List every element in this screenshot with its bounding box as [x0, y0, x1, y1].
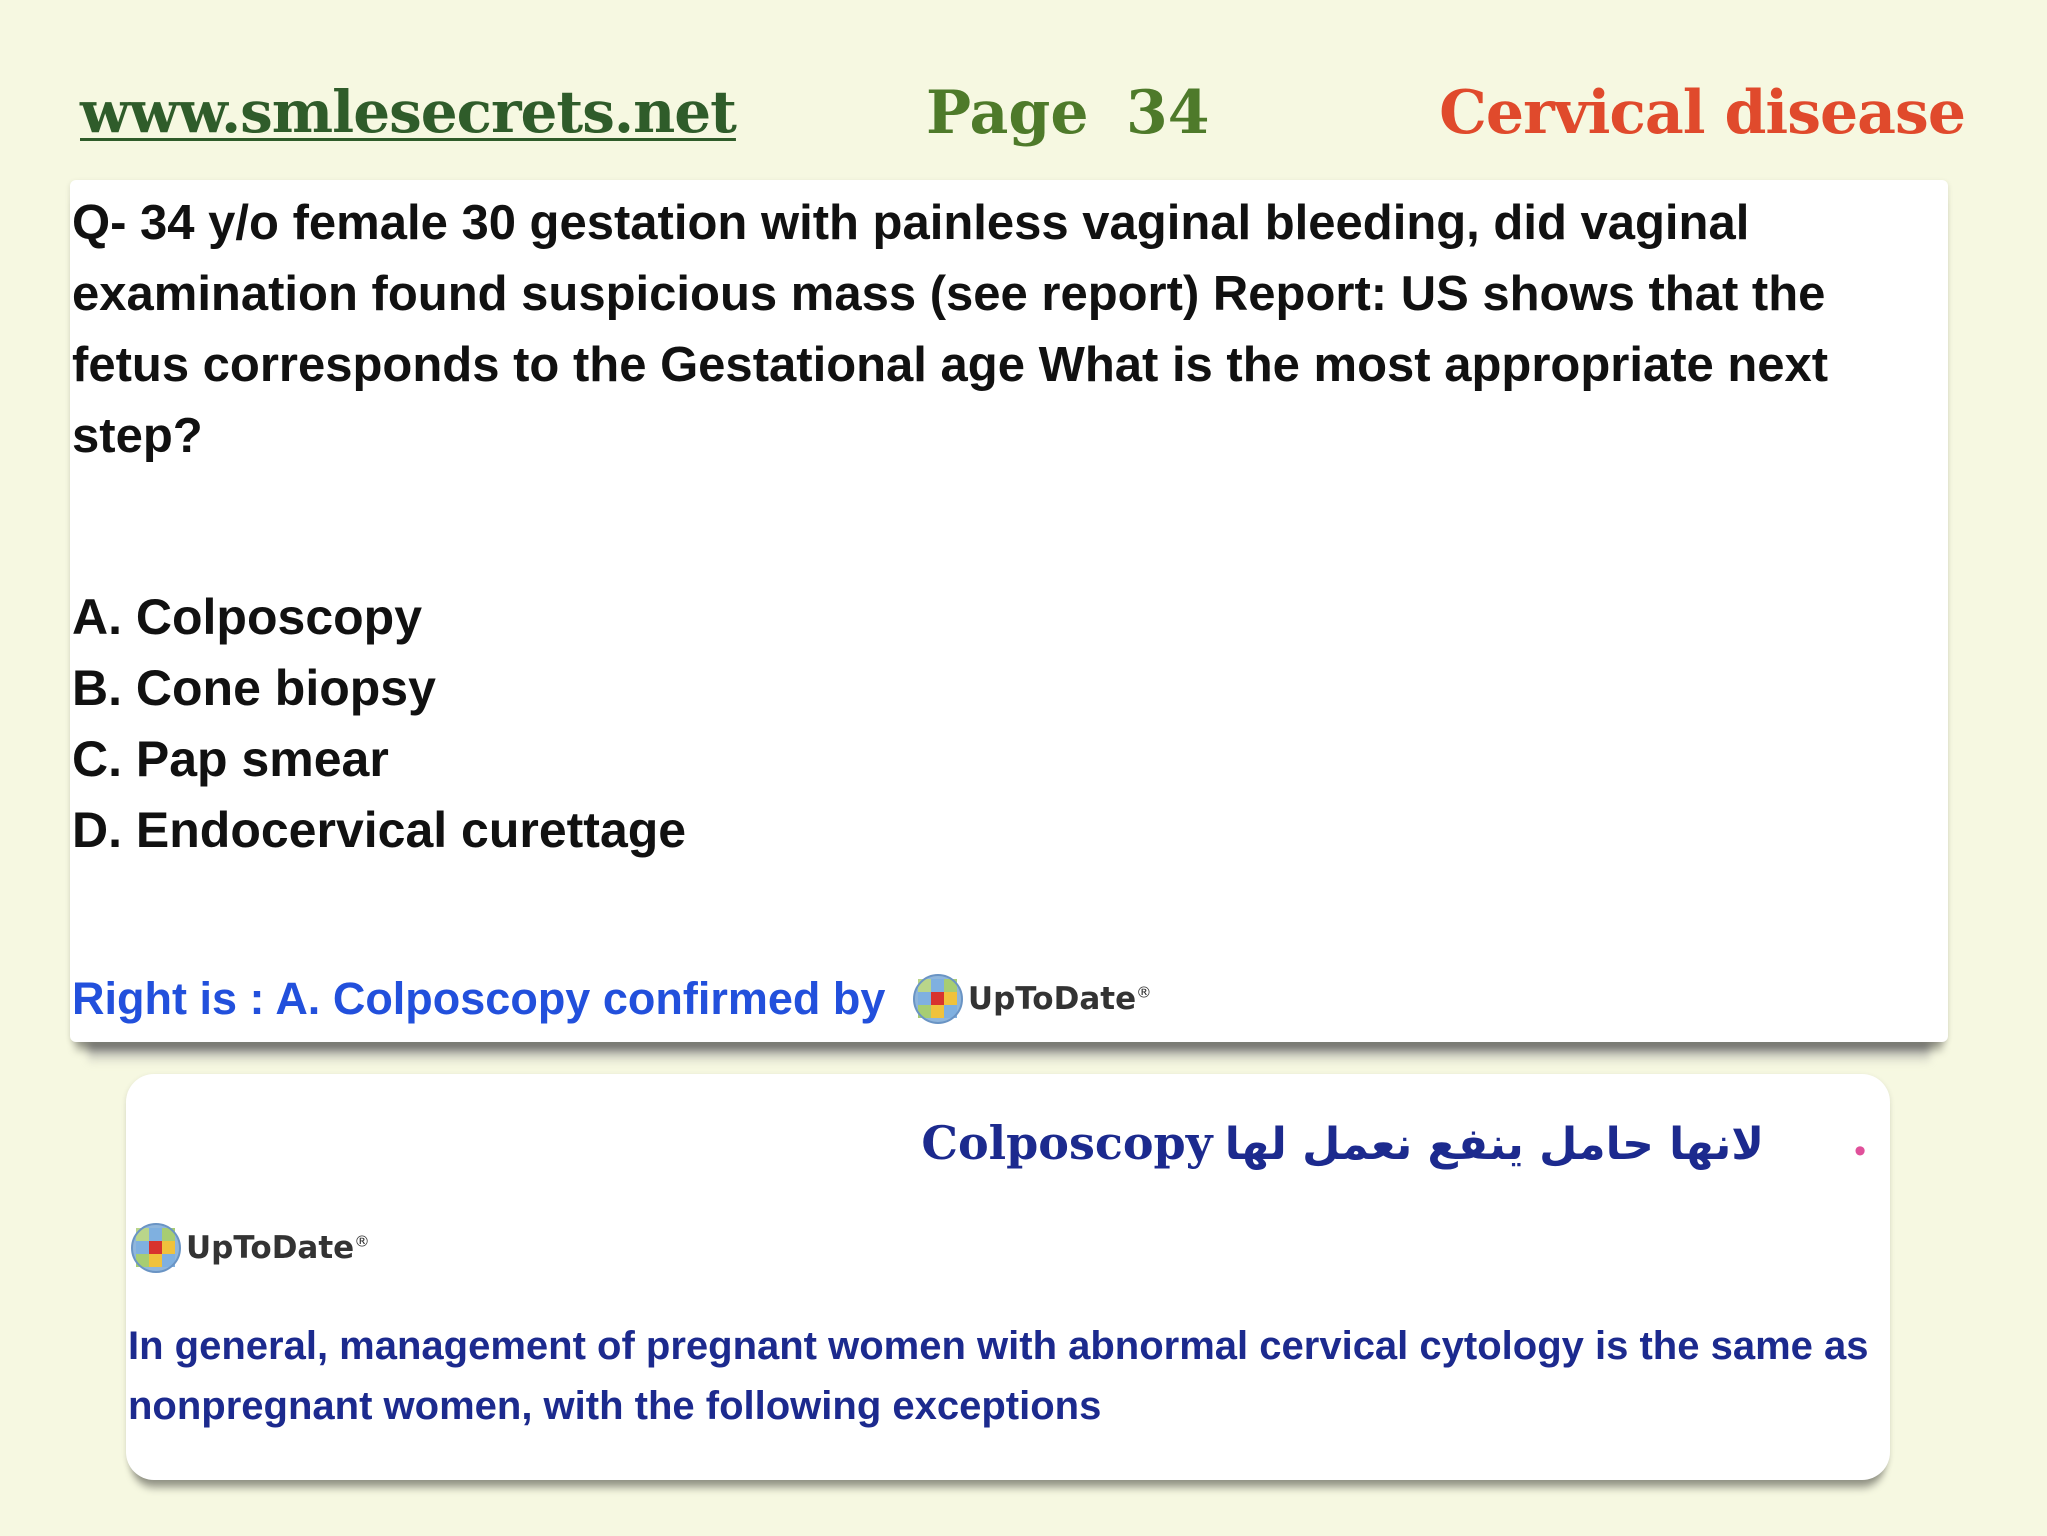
- uptodate-logo-icon: [912, 973, 964, 1025]
- uptodate-name: UpToDate: [967, 981, 1137, 1018]
- option-d: D. Endocervical curettage: [72, 802, 687, 858]
- question-text: Q- 34 y/o female 30 gestation with painless vaginal bleeding, did vaginal examination found suspicious mass (see report) Report: US shows that the fetus corresponds to the Gestational age What is the most appropriate next step?: [72, 196, 1829, 463]
- question-card: [70, 180, 1948, 1042]
- option-b: B. Cone biopsy: [72, 660, 436, 716]
- uptodate-logo: [130, 1222, 370, 1274]
- answer-line: [72, 970, 1152, 1025]
- registered-mark: ®: [354, 1232, 370, 1251]
- option-a: A. Colposcopy: [72, 589, 423, 645]
- options-list: [72, 582, 686, 866]
- bullet-text: [921, 1116, 1764, 1170]
- uptodate-logo-icon: [130, 1222, 182, 1274]
- bullet-english: Colposcopy: [921, 1116, 1213, 1170]
- uptodate-logo: [912, 973, 1152, 1025]
- site-link[interactable]: www.smlesecrets.net: [80, 78, 736, 146]
- bullet-dot: •: [1854, 1132, 1866, 1170]
- option-c: C. Pap smear: [72, 731, 389, 787]
- page-label: Page: [926, 78, 1089, 148]
- page-number: 34: [1126, 78, 1210, 148]
- bullet-arabic: لانها حامل ينفع نعمل لها: [1224, 1119, 1764, 1170]
- explanation-card: [126, 1074, 1890, 1480]
- uptodate-name: UpToDate: [186, 1230, 355, 1266]
- topic-title: Cervical disease: [1439, 78, 1965, 148]
- page-header: [0, 78, 2047, 168]
- answer-text: Right is : A. Colposcopy confirmed by: [72, 973, 886, 1025]
- registered-mark: ®: [1136, 983, 1152, 1002]
- explanation-text: In general, management of pregnant women with abnormal cervical cytology is the same as nonpregnant women, with the following exceptions: [128, 1324, 1869, 1428]
